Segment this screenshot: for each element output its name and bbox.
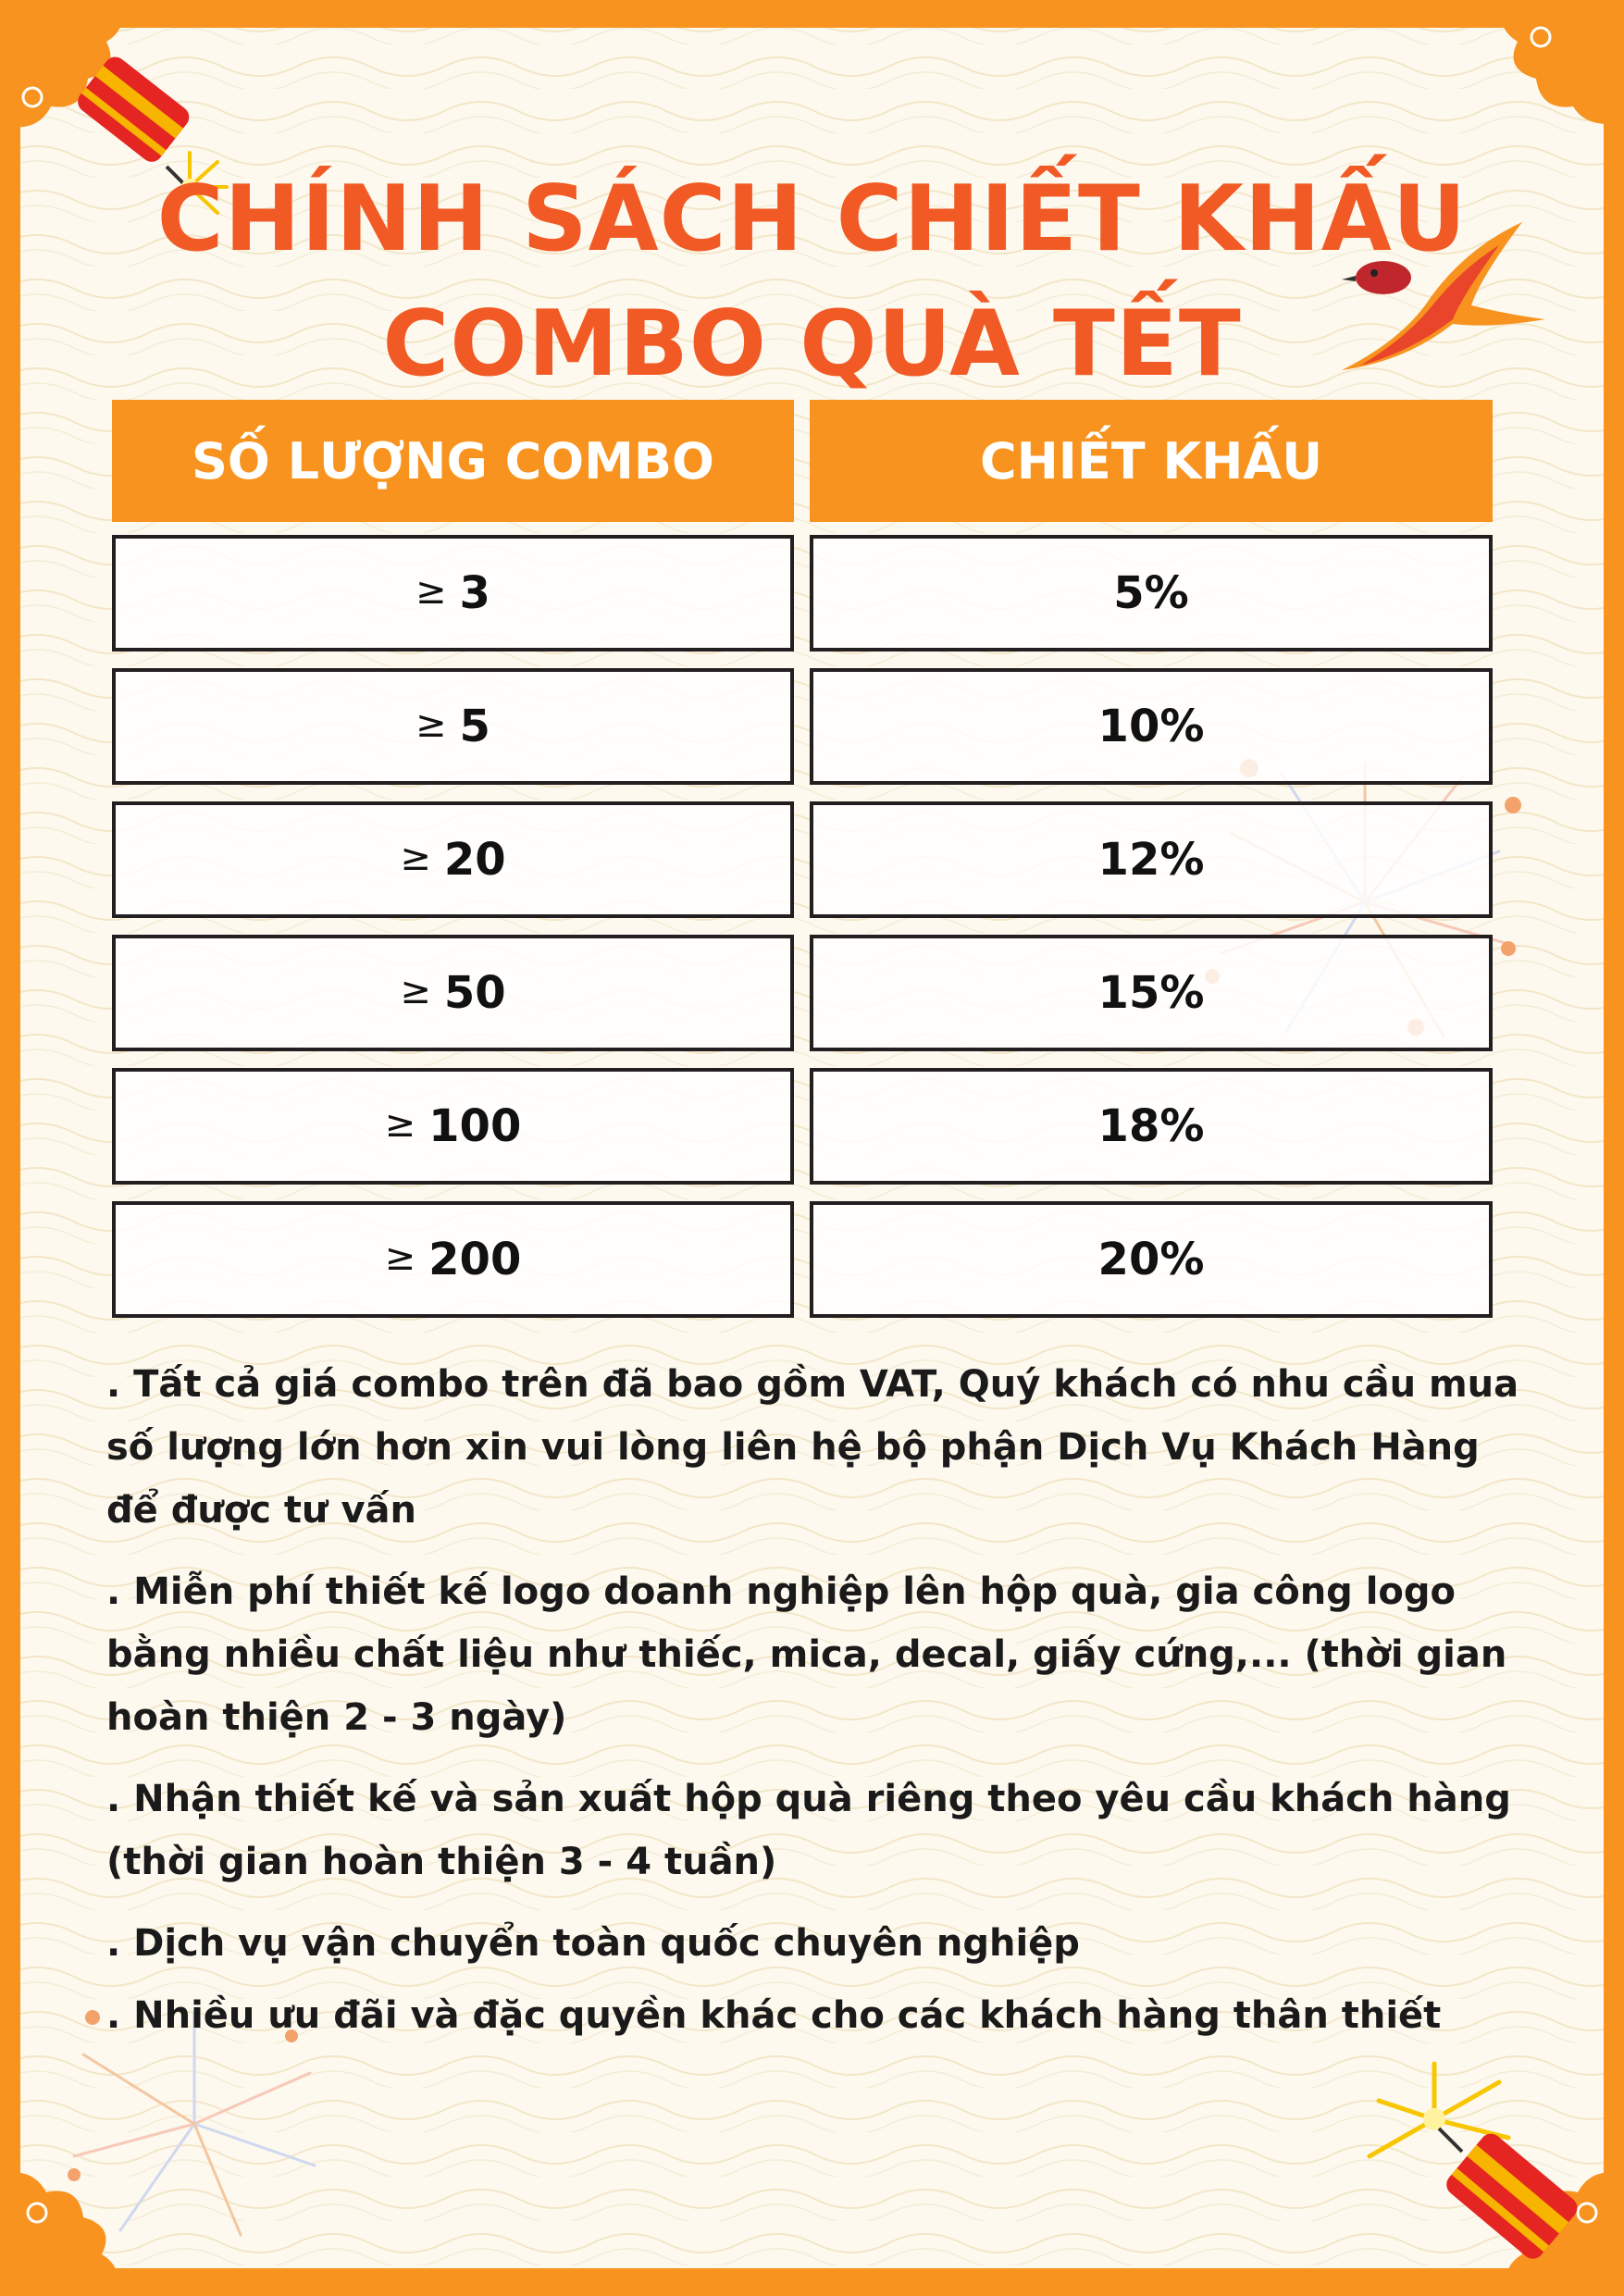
frame-top-border	[0, 0, 1624, 28]
header-discount: CHIẾT KHẤU	[810, 400, 1493, 522]
quantity-value: 200	[428, 1234, 522, 1285]
discount-cell: 20%	[810, 1201, 1493, 1318]
ge-symbol: ≥	[400, 970, 431, 1012]
discount-cell: 5%	[810, 535, 1493, 652]
quantity-cell	[112, 801, 794, 918]
quantity-value: 20	[443, 834, 506, 886]
quantity-value: 5	[459, 701, 490, 752]
quantity-cell	[112, 535, 794, 652]
note-item: . Nhận thiết kế và sản xuất hộp quà riêng theo yêu cầu khách hàng (thời gian hoàn thiện 3 - 4 tuần)	[106, 1778, 1511, 1883]
table-row	[112, 935, 1493, 1055]
discount-cell: 18%	[810, 1068, 1493, 1185]
title-line-1: CHÍNH SÁCH CHIẾT KHẤU	[156, 167, 1468, 272]
discount-cell: 10%	[810, 668, 1493, 785]
note-item: . Miễn phí thiết kế logo doanh nghiệp lên hộp quà, gia công logo bằng nhiều chất liệu như thiếc, mica, decal, giấy cứng,... (thời gian hoàn thiện 2 - 3 ngày)	[106, 1570, 1507, 1739]
cloud-corner-top-right	[1485, 0, 1624, 130]
quantity-cell	[112, 668, 794, 785]
title-line-2: COMBO QUÀ TẾT	[382, 292, 1242, 397]
note-item: . Nhiều ưu đãi và đặc quyền khác cho các khách hàng thân thiết	[106, 1994, 1442, 2037]
firecracker-icon	[1314, 2045, 1592, 2267]
table-row	[112, 535, 1493, 655]
frame-bottom-border	[0, 2268, 1624, 2296]
table-row	[112, 1201, 1493, 1322]
ge-symbol: ≥	[384, 1103, 416, 1146]
quantity-cell	[112, 935, 794, 1051]
table-row	[112, 1068, 1493, 1188]
ge-symbol: ≥	[400, 837, 431, 879]
note-item: . Dịch vụ vận chuyển toàn quốc chuyên nghiệp	[106, 1922, 1080, 1965]
note-item: . Tất cả giá combo trên đã bao gồm VAT, Quý khách có nhu cầu mua số lượng lớn hơn xin vui lòng liên hệ bộ phận Dịch Vụ Khách Hàng để được tư vấn	[106, 1363, 1519, 1532]
quantity-value: 100	[428, 1100, 522, 1152]
policy-notes	[106, 1353, 1522, 2056]
quantity-cell	[112, 1201, 794, 1318]
ge-symbol: ≥	[415, 570, 447, 613]
ge-symbol: ≥	[415, 703, 447, 746]
discount-cell: 12%	[810, 801, 1493, 918]
table-row	[112, 801, 1493, 922]
discount-cell: 15%	[810, 935, 1493, 1051]
page-title	[0, 157, 1624, 407]
quantity-value: 50	[443, 967, 506, 1019]
ge-symbol: ≥	[384, 1236, 416, 1279]
quantity-value: 3	[459, 567, 490, 619]
header-quantity: SỐ LƯỢNG COMBO	[112, 400, 794, 522]
quantity-cell	[112, 1068, 794, 1185]
table-row	[112, 668, 1493, 788]
